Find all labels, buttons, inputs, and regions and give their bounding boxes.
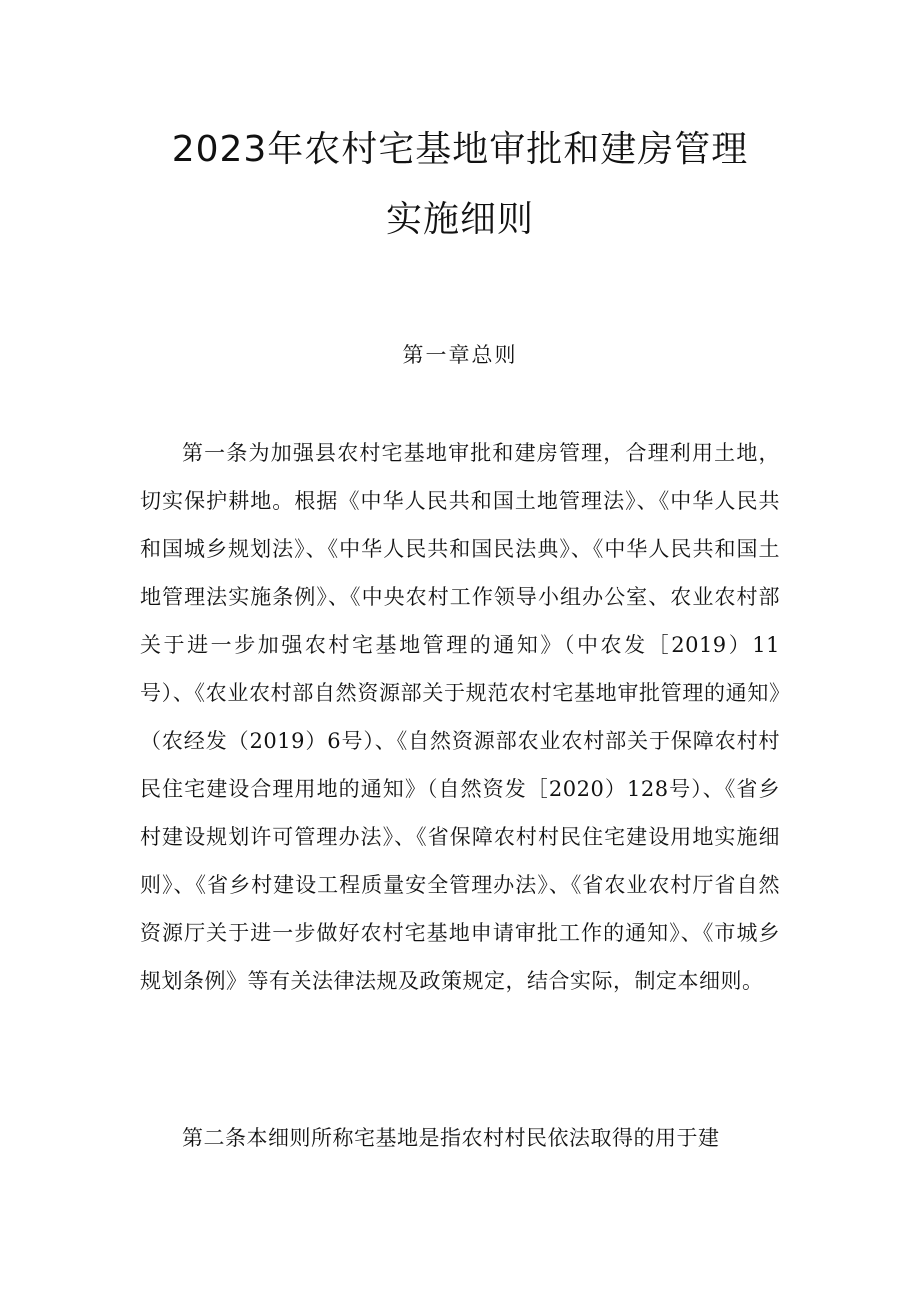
article-paragraph-1: 第一条为加强县农村宅基地审批和建房管理，合理利用土地，切实保护耕地。根据《中华人民共和国土地管理法》、《中华人民共和国城乡规划法》、《中华人民共和国民法典》、《中华人民共和国土地管理法实施条例》、《中央农村工作领导小组办公室、农业农村部关于进一步加强农村宅基地管理的通知》（中农发［2019）11号）、《农业农村部自然资源部关于规范农村宅基地审批管理的通知》（农经发（2019）6号）、《自然资源部农业农村部关于保障农村村民住宅建设合理用地的通知》（自然资发［2020）128号）、《省乡村建设规划许可管理办法》、《省保障农村村民住宅建设用地实施细则》、《省乡村建设工程质量安全管理办法》、《省农业农村厅省自然资源厅关于进一步做好农村宅基地申请审批工作的通知》、《市城乡规划条例》等有关法律法规及政策规定，结合实际，制定本细则。 bbox=[140, 441, 780, 993]
document-title-line-1: 2023年农村宅基地审批和建房管理 bbox=[171, 129, 749, 170]
article-paragraph-2: 第二条本细则所称宅基地是指农村村民依法取得的用于建 bbox=[182, 1126, 720, 1150]
chapter-heading: 第一章总则 bbox=[402, 343, 518, 367]
document-title-line-2: 实施细则 bbox=[385, 199, 534, 240]
